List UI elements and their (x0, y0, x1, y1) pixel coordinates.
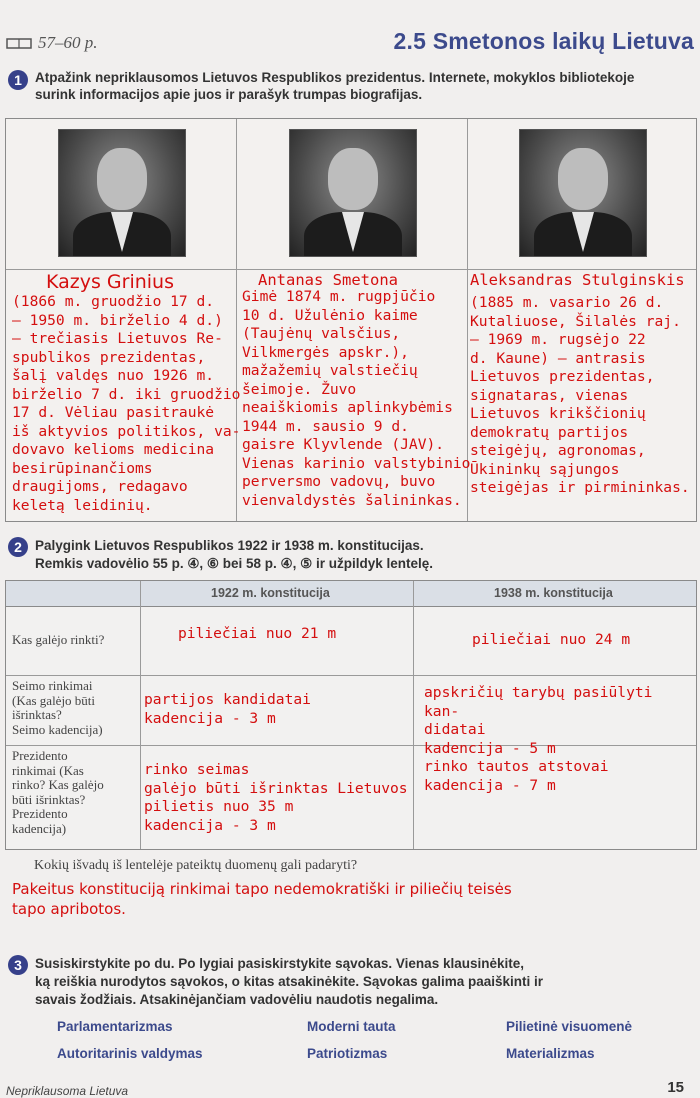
question-3-number: 3 (8, 955, 28, 975)
column-divider (140, 581, 141, 849)
page-title: 2.5 Smetonos laikų Lietuva (393, 28, 694, 54)
term-item: Moderni tauta (307, 1019, 396, 1034)
page-reference: 57–60 p. (38, 33, 98, 52)
term-item: Materializmas (506, 1046, 595, 1061)
answer-1938-president: rinko tautos atstovai kadencija - 7 m (424, 758, 609, 794)
question-1-number: 1 (8, 70, 28, 90)
question-1-text: Atpažink nepriklausomos Lietuvos Respublikos prezidentus. Internete, mokyklos bibliotekoje surink informacijos apie juos ir parašyk trumpas biografijas. (35, 70, 635, 102)
answer-1922-voters: piliečiai nuo 21 m (178, 625, 337, 642)
president-photo-stulginskis (519, 129, 647, 257)
row-label-voters: Kas galėjo rinkti? (12, 632, 105, 647)
constitution-table (5, 580, 697, 850)
president-bio-stulginskis: (1885 m. vasario 26 d. Kutaliuose, Šilalės raj. – 1969 m. rugsėjo 22 d. Kaune) – antrasis Lietuvos prezidentas, signataras, vienas Lietuvos krikščionių demokratų partijos steigėjų, agronomas, Ūkininkų sąjungos steigėjas ir pirmininkas. (470, 294, 690, 496)
conclusion-answer: Pakeitus konstituciją rinkimai tapo nedemokratiški ir piliečių teisės tapo apribotos. (12, 880, 512, 918)
president-photo-grinius (58, 129, 186, 257)
term-item: Parlamentarizmas (57, 1019, 173, 1034)
answer-1938-voters: piliečiai nuo 24 m (472, 631, 631, 648)
presidents-table (5, 118, 697, 522)
answer-1938-seimas: apskričių tarybų pasiūlyti kan- didatai kadencija - 5 m (424, 684, 653, 757)
footer-section-title: Nepriklausoma Lietuva (6, 1084, 129, 1098)
row-divider (6, 269, 696, 270)
question-2-text-line2: Remkis vadovėlio 55 p. ④, ⑥ bei 58 p. ④, ⑤ ir užpildyk lentelę. (35, 556, 434, 571)
question-2-number: 2 (8, 537, 28, 557)
president-bio-smetona: Gimė 1874 m. rugpjūčio 10 d. Užulėnio kaime (Taujėnų valsčius, Vilkmergės apskr.), mažažemių valstiečių šeimoje. Žuvo neaiškiomis aplinkybėmis 1944 m. sausio 9 d. gaisre Klyvlende (JAV). Vienas karinio valstybinio perversmo vadovų, buvo vienvaldystės šalininkas. (242, 288, 471, 509)
conclusion-question: Kokių išvadų iš lentelėje pateiktų duomenų gali padaryti? (34, 858, 358, 873)
page-number: 15 (667, 1079, 684, 1096)
answer-1922-seimas: partijos kandidatai kadencija - 3 m (144, 691, 311, 727)
term-item: Pilietinė visuomenė (506, 1019, 633, 1034)
row-label-president: Prezidento rinkimai (Kas rinko? Kas galėjo būti išrinktas? Prezidento kadencija) (12, 748, 104, 836)
column-header-1922: 1922 m. konstitucija (211, 586, 330, 600)
term-item: Patriotizmas (307, 1046, 388, 1061)
column-header-1938: 1938 m. konstitucija (494, 586, 613, 600)
president-name-stulginskis: Aleksandras Stulginskis (470, 271, 685, 289)
question-2-text: Palygink Lietuvos Respublikos 1922 ir 1938 m. konstitucijas. (35, 538, 424, 553)
question-3-text: Susiskirstykite po du. Po lygiai pasiskirstykite sąvokas. Vienas klausinėkite, ką reiškia nurodytos sąvokos, o kitas atsakinėkite. Sąvokas galima paaiškinti ir savais žodžiais. Atsakinėjančiam vadovėliu naudotis negalima. (35, 956, 543, 1007)
term-item: Autoritarinis valdymas (57, 1046, 203, 1061)
answer-1922-president: rinko seimas galėjo būti išrinktas Lietuvos pilietis nuo 35 m kadencija - 3 m (144, 761, 408, 834)
president-bio-grinius: (1866 m. gruodžio 17 d. – 1950 m. birželio 4 d.) – trečiasis Lietuvos Re- spublikos prezidentas, šalį valdęs nuo 1926 m. birželio 7 d. iki gruodžio 17 d. Vėliau pasitraukė iš aktyvios politikos, va- dovavo kelioms medicina besirūpinančioms draugijoms, redagavo keletą leidinių. (12, 293, 241, 514)
president-photo-smetona (289, 129, 417, 257)
row-label-seimas: Seimo rinkimai (Kas galėjo būti išrinktas? Seimo kadencija) (12, 678, 103, 737)
row-divider (6, 675, 696, 676)
president-name-smetona: Antanas Smetona (258, 271, 398, 289)
book-icon (6, 37, 32, 49)
column-divider (413, 581, 414, 849)
president-name-grinius: Kazys Grinius (46, 271, 174, 293)
